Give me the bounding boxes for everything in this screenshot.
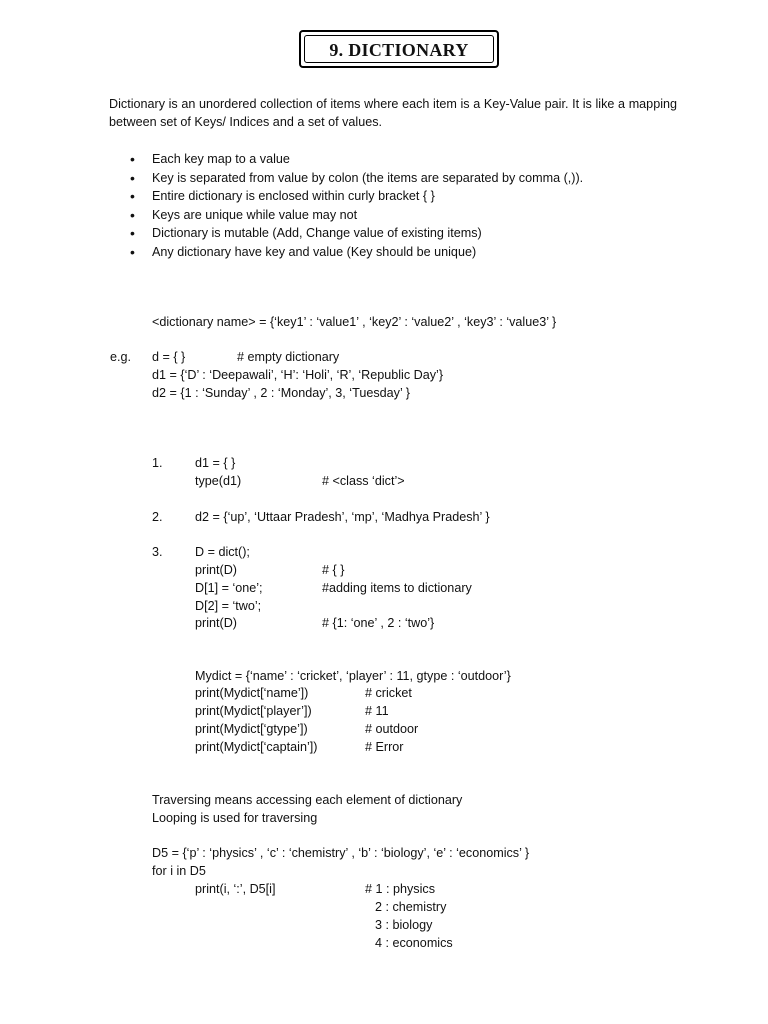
example-number: 3. — [152, 545, 163, 559]
code-line: Mydict = {‘name’ : ‘cricket’, ‘player’ : 11, gtype : ‘outdoor’} — [195, 669, 511, 683]
text-line: Looping is used for traversing — [152, 811, 318, 825]
eg-label: e.g. — [110, 350, 132, 364]
code-line: D[2] = ‘two’; — [195, 599, 262, 613]
bullet-item: • Dictionary is mutable (Add, Change value of existing items) — [130, 224, 583, 243]
code-line: print(Mydict[‘name’]) — [195, 686, 309, 700]
code-comment: # { } — [322, 563, 345, 577]
code-comment: # Error — [365, 740, 404, 754]
bullet-item: • Any dictionary have key and value (Key should be unique) — [130, 243, 583, 262]
syntax-line: <dictionary name> = {‘key1’ : ‘value1’ , ‘key2’ : ‘value2’ , ‘key3’ : ‘value3’ } — [152, 315, 557, 329]
example-number: 1. — [152, 456, 163, 470]
intro-paragraph: Dictionary is an unordered collection of items where each item is a Key-Value pair. It is like a mapping between set of Keys/ Indices and a set of values. — [109, 97, 677, 129]
code-line: print(D) — [195, 616, 237, 630]
code-line: print(Mydict[‘player’]) — [195, 704, 312, 718]
code-comment: # {1: ‘one’ , 2 : ‘two’} — [322, 616, 435, 630]
code-line: print(Mydict[‘captain’]) — [195, 740, 318, 754]
code-line: d1 = {‘D’ : ‘Deepawali’, ‘H’: ‘Holi’, ‘R’, ‘Republic Day’} — [152, 368, 444, 382]
code-comment: # 1 : physics — [365, 882, 435, 896]
code-line: d = { } — [152, 350, 186, 364]
code-comment: #adding items to dictionary — [322, 581, 472, 595]
bullet-item: • Keys are unique while value may not — [130, 206, 583, 225]
bullet-item: • Key is separated from value by colon (the items are separated by comma (,)). — [130, 169, 583, 188]
code-line: print(Mydict[‘gtype’]) — [195, 722, 308, 736]
bullet-list — [130, 150, 583, 262]
code-comment: # <class ‘dict’> — [322, 474, 405, 488]
code-comment: # cricket — [365, 686, 412, 700]
code-comment: # 11 — [365, 704, 389, 718]
code-line: d2 = {‘up’, ‘Uttaar Pradesh’, ‘mp’, ‘Madhya Pradesh’ } — [195, 510, 490, 524]
bullet-item: • Entire dictionary is enclosed within curly bracket { } — [130, 187, 583, 206]
code-line: D5 = {‘p’ : ‘physics’ , ‘c’ : ‘chemistry’ , ‘b’ : ‘biology’, ‘e’ : ‘economics’ } — [152, 846, 530, 860]
code-comment: # outdoor — [365, 722, 419, 736]
code-line: print(D) — [195, 563, 237, 577]
code-line: print(i, ‘:’, D5[i] — [195, 882, 276, 896]
code-line: d1 = { } — [195, 456, 236, 470]
page-title: 9. DICTIONARY — [304, 35, 494, 63]
code-line: D[1] = ‘one’; — [195, 581, 263, 595]
code-comment: # empty dictionary — [237, 350, 340, 364]
code-line: D = dict(); — [195, 545, 250, 559]
code-line: d2 = {1 : ‘Sunday’ , 2 : ‘Monday’, 3, ‘Tuesday’ } — [152, 386, 410, 400]
bullet-item: • Each key map to a value — [130, 150, 583, 169]
output-line: 2 : chemistry — [375, 900, 447, 914]
output-line: 3 : biology — [375, 918, 433, 932]
code-line: for i in D5 — [152, 864, 206, 878]
example-number: 2. — [152, 510, 163, 524]
title-box — [299, 30, 499, 68]
code-line: type(d1) — [195, 474, 242, 488]
output-line: 4 : economics — [375, 936, 453, 950]
text-line: Traversing means accessing each element of dictionary — [152, 793, 463, 807]
